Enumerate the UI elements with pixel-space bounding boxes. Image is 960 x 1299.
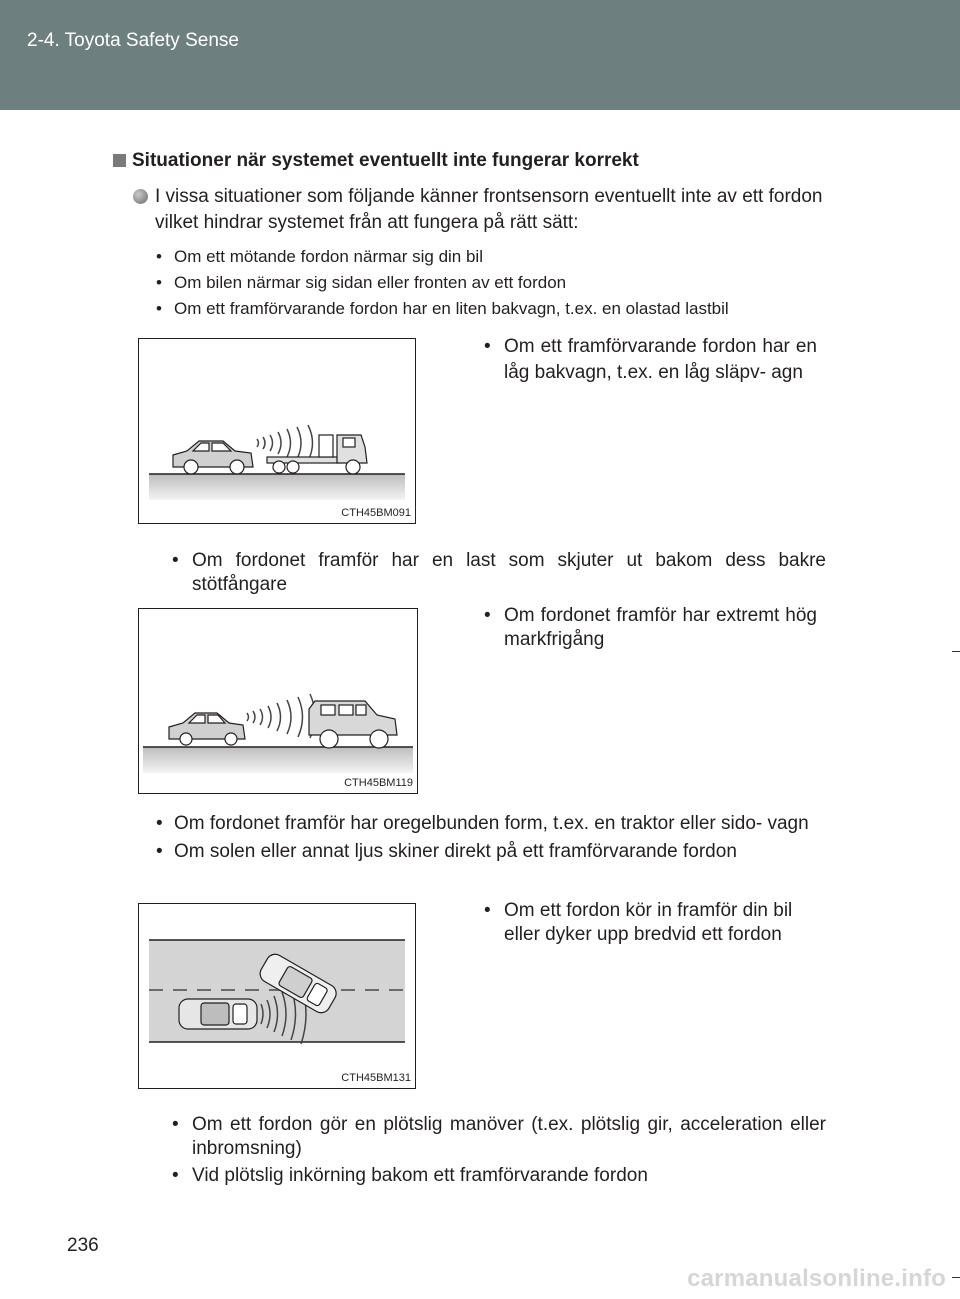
list-item: • Om ett fordon kör in framför din bil eller dyker upp bredvid ett fordon	[484, 900, 793, 945]
illustration-cut-in	[139, 904, 415, 1088]
list-item: • Om fordonet framför har en last som skjuter ut bakom dess bakre stötfångare	[172, 550, 826, 595]
list-item: • Om ett framförvarande fordon har en låg bakvagn, t.ex. en låg släpv- agn	[484, 336, 817, 383]
lead-paragraph	[133, 184, 833, 236]
illustration-low-trailer	[139, 339, 415, 523]
figure-high-clearance	[138, 608, 418, 794]
round-bullet-icon	[133, 189, 148, 204]
list-item: • Om ett mötande fordon närmar sig din bil	[156, 247, 483, 266]
section-heading	[113, 150, 639, 172]
figure-code: CTH45BM091	[341, 507, 411, 519]
heading-text: Situationer när systemet eventuellt inte fungerar korrekt	[132, 150, 639, 171]
list-item: • Vid plötslig inkörning bakom ett framförvarande fordon	[172, 1165, 648, 1186]
figure-caption-1	[484, 334, 817, 386]
list-item: • Om fordonet framför har extremt hög markfrigång	[484, 605, 817, 650]
figure-code: CTH45BM119	[344, 777, 413, 789]
figure-caption-2	[484, 604, 817, 652]
list-item: • Om solen eller annat ljus skiner direkt på ett framförvarande fordon	[156, 841, 737, 862]
list-item: • Om ett framförvarande fordon har en liten bakvagn, t.ex. en olastad lastbil	[156, 299, 729, 318]
figure-low-trailer	[138, 338, 416, 524]
figure-code: CTH45BM131	[341, 1072, 411, 1084]
condition-list-3	[172, 1113, 826, 1188]
condition-list-2	[156, 812, 828, 864]
figure-caption-3	[484, 899, 824, 947]
section-title: 2-4. Toyota Safety Sense	[27, 30, 239, 51]
condition-list-1	[156, 244, 836, 322]
lead-text: I vissa situationer som följande känner frontsensorn eventuellt inte av ett fordon vilket hindrar systemet från att fungera på rätt sätt:	[155, 186, 823, 233]
watermark: carmanualsonline.info	[687, 1265, 946, 1292]
crop-mark	[952, 1277, 960, 1278]
page-number: 236	[67, 1235, 99, 1256]
square-bullet-icon	[113, 154, 126, 167]
list-item: • Om ett fordon gör en plötslig manöver (t.ex. plötslig gir, acceleration eller inbromsning)	[172, 1114, 826, 1159]
figure-cut-in	[138, 903, 416, 1089]
crop-mark	[952, 651, 960, 652]
illustration-high-clearance	[139, 609, 417, 793]
list-item: • Om fordonet framför har oregelbunden form, t.ex. en traktor eller sido- vagn	[156, 813, 809, 834]
condition-load	[172, 549, 826, 597]
page-header	[0, 0, 960, 110]
list-item: • Om bilen närmar sig sidan eller fronten av ett fordon	[156, 273, 567, 292]
